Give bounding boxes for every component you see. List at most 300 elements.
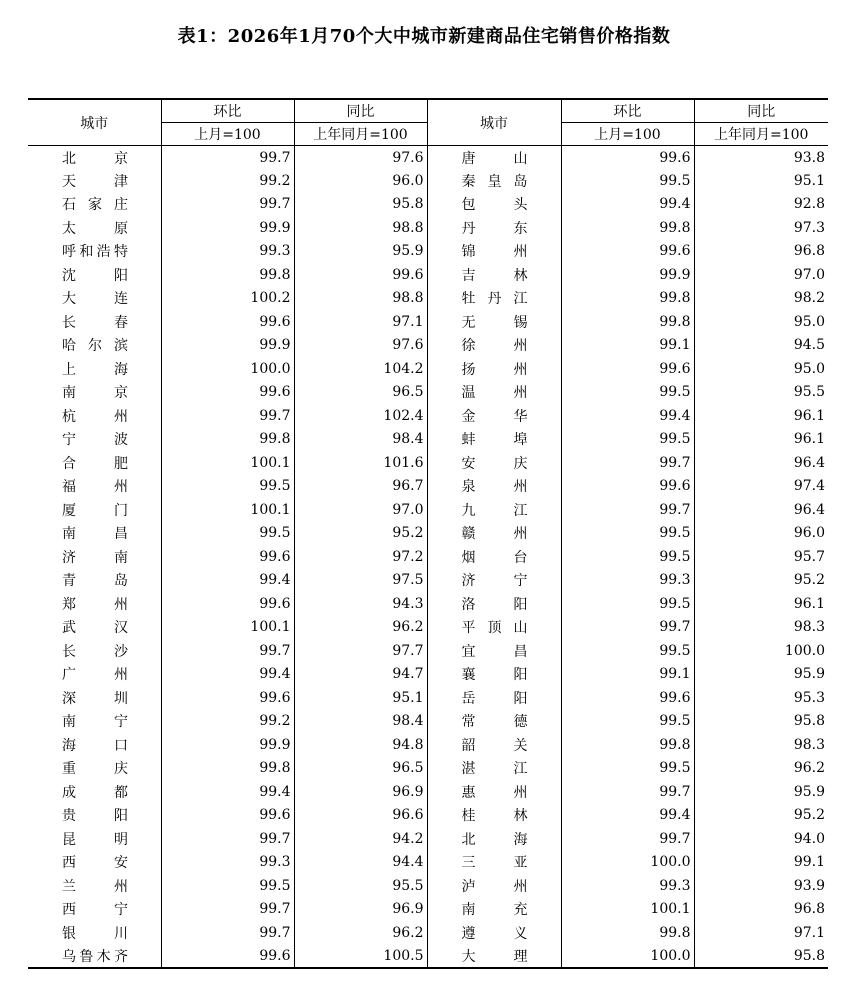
city-name-left: 长沙 <box>62 643 128 660</box>
city-name-right: 宜昌 <box>461 643 528 660</box>
city-name-left: 宁波 <box>62 432 128 449</box>
city-name-left: 成都 <box>62 784 128 801</box>
yoy-value-right: 95.1 <box>793 172 825 189</box>
city-name-right: 泸州 <box>461 878 528 895</box>
table-row <box>28 498 828 522</box>
yoy-value-left: 96.2 <box>294 921 427 945</box>
table-row <box>28 146 828 170</box>
city-name-right: 吉林 <box>461 267 528 284</box>
city-name-left: 天津 <box>62 173 128 190</box>
mom-value-left: 99.4 <box>161 569 294 593</box>
mom-value-left: 99.8 <box>161 757 294 781</box>
table-row <box>28 475 828 499</box>
city-name-right: 惠州 <box>461 784 528 801</box>
yoy-value-right: 95.9 <box>793 783 825 800</box>
table-body <box>28 146 828 969</box>
table-row <box>28 428 828 452</box>
city-name-right-cell <box>427 193 561 217</box>
yoy-value-right: 98.3 <box>793 736 825 753</box>
table-row <box>28 639 828 663</box>
city-name-left-cell <box>28 757 161 781</box>
yoy-value-left: 98.4 <box>294 428 427 452</box>
city-name-left-cell <box>28 710 161 734</box>
mom-value-left: 99.7 <box>161 639 294 663</box>
mom-header-left: 环比 <box>161 99 294 123</box>
city-name-left-cell <box>28 169 161 193</box>
city-name-right-cell <box>427 616 561 640</box>
mom-value-left: 100.1 <box>161 451 294 475</box>
mom-value-left: 99.4 <box>161 780 294 804</box>
city-name-left-cell <box>28 451 161 475</box>
city-name-right-cell <box>427 757 561 781</box>
mom-value-right: 99.6 <box>561 475 694 499</box>
mom-value-right: 99.5 <box>561 757 694 781</box>
table-row <box>28 404 828 428</box>
city-name-right-cell <box>427 851 561 875</box>
mom-value-left: 99.3 <box>161 851 294 875</box>
city-name-right-cell <box>427 404 561 428</box>
city-name-right-cell <box>427 498 561 522</box>
mom-value-left: 99.6 <box>161 592 294 616</box>
yoy-value-right: 96.4 <box>793 501 825 518</box>
mom-value-right: 99.3 <box>561 874 694 898</box>
yoy-value-right: 96.1 <box>793 431 825 448</box>
yoy-value-right: 96.8 <box>793 901 825 918</box>
city-name-right-cell <box>427 663 561 687</box>
table-row <box>28 780 828 804</box>
city-name-left: 太原 <box>62 220 128 237</box>
mom-value-left: 99.9 <box>161 216 294 240</box>
city-name-right: 九江 <box>461 502 528 519</box>
table-row <box>28 898 828 922</box>
city-name-left-cell <box>28 592 161 616</box>
city-name-left: 海口 <box>62 737 128 754</box>
mom-value-right: 99.7 <box>561 451 694 475</box>
city-name-right: 烟台 <box>461 549 528 566</box>
mom-value-left: 99.2 <box>161 710 294 734</box>
city-name-right-cell <box>427 216 561 240</box>
city-name-right-cell <box>427 522 561 546</box>
table-row <box>28 334 828 358</box>
yoy-value-left: 94.7 <box>294 663 427 687</box>
city-name-left: 呼和浩特 <box>62 244 128 261</box>
yoy-value-left: 96.0 <box>294 169 427 193</box>
city-name-right: 温州 <box>461 385 528 402</box>
table-row <box>28 921 828 945</box>
yoy-value-left: 100.5 <box>294 945 427 969</box>
city-name-right-cell <box>427 827 561 851</box>
city-name-left-cell <box>28 193 161 217</box>
city-name-left-cell <box>28 874 161 898</box>
mom-value-left: 100.2 <box>161 287 294 311</box>
yoy-header-left: 同比 <box>294 99 427 123</box>
mom-value-right: 99.3 <box>561 569 694 593</box>
mom-value-left: 99.8 <box>161 263 294 287</box>
city-name-right-cell <box>427 686 561 710</box>
city-name-left-cell <box>28 733 161 757</box>
mom-value-left: 99.7 <box>161 898 294 922</box>
city-name-left-cell <box>28 827 161 851</box>
yoy-value-left: 95.1 <box>294 686 427 710</box>
yoy-value-right: 95.7 <box>793 548 825 565</box>
city-name-right-cell <box>427 569 561 593</box>
city-name-right-cell <box>427 945 561 969</box>
table-row <box>28 804 828 828</box>
yoy-value-right: 95.2 <box>793 807 825 824</box>
table-row <box>28 287 828 311</box>
yoy-value-right: 97.1 <box>793 924 825 941</box>
yoy-value-right: 96.0 <box>793 525 825 542</box>
city-name-left-cell <box>28 240 161 264</box>
city-name-right: 赣州 <box>461 526 528 543</box>
city-name-left: 青岛 <box>62 573 128 590</box>
city-name-left: 厦门 <box>62 502 128 519</box>
city-name-left-cell <box>28 686 161 710</box>
city-name-right: 大理 <box>461 948 528 965</box>
city-name-right-cell <box>427 639 561 663</box>
header-row <box>28 99 828 123</box>
city-name-left: 上海 <box>62 361 128 378</box>
city-name-right-cell <box>427 451 561 475</box>
table-row <box>28 827 828 851</box>
yoy-value-left: 97.1 <box>294 310 427 334</box>
mom-value-right: 99.6 <box>561 357 694 381</box>
mom-value-left: 99.5 <box>161 522 294 546</box>
mom-value-left: 99.6 <box>161 545 294 569</box>
mom-value-right: 99.6 <box>561 240 694 264</box>
mom-value-left: 99.6 <box>161 686 294 710</box>
yoy-value-left: 98.4 <box>294 710 427 734</box>
city-name-left: 南宁 <box>62 714 128 731</box>
city-name-right-cell <box>427 874 561 898</box>
city-name-right: 金华 <box>461 408 528 425</box>
table-row <box>28 357 828 381</box>
mom-value-left: 99.2 <box>161 169 294 193</box>
mom-value-right: 99.7 <box>561 498 694 522</box>
yoy-value-right: 96.4 <box>793 454 825 471</box>
mom-value-right: 99.5 <box>561 710 694 734</box>
city-name-right: 锦州 <box>461 244 528 261</box>
city-name-right: 无锡 <box>461 314 528 331</box>
mom-value-left: 99.9 <box>161 733 294 757</box>
yoy-value-left: 95.9 <box>294 240 427 264</box>
yoy-value-left: 96.9 <box>294 898 427 922</box>
yoy-value-left: 97.6 <box>294 334 427 358</box>
city-name-left-cell <box>28 263 161 287</box>
mom-value-right: 99.6 <box>561 686 694 710</box>
city-name-left: 济南 <box>62 549 128 566</box>
city-name-right-cell <box>427 263 561 287</box>
mom-header-right: 环比 <box>561 99 694 123</box>
table-row <box>28 381 828 405</box>
mom-value-right: 99.5 <box>561 169 694 193</box>
city-name-right-cell <box>427 381 561 405</box>
table-row <box>28 193 828 217</box>
yoy-value-left: 98.8 <box>294 216 427 240</box>
price-index-table <box>28 98 828 969</box>
table-row <box>28 451 828 475</box>
mom-value-right: 99.5 <box>561 639 694 663</box>
mom-value-right: 99.4 <box>561 404 694 428</box>
city-name-left: 银川 <box>62 925 128 942</box>
yoy-base-left: 上年同月=100 <box>294 123 427 146</box>
mom-value-right: 100.1 <box>561 898 694 922</box>
mom-value-right: 100.0 <box>561 851 694 875</box>
yoy-value-left: 94.2 <box>294 827 427 851</box>
city-name-left: 杭州 <box>62 408 128 425</box>
city-name-left-cell <box>28 404 161 428</box>
city-name-right: 三亚 <box>461 855 528 872</box>
city-name-left-cell <box>28 804 161 828</box>
city-name-left: 武汉 <box>62 620 128 637</box>
mom-value-left: 99.7 <box>161 146 294 170</box>
city-name-right-cell <box>427 898 561 922</box>
table-row <box>28 569 828 593</box>
city-name-left: 合肥 <box>62 455 128 472</box>
mom-value-left: 100.1 <box>161 498 294 522</box>
table-row <box>28 169 828 193</box>
table-row <box>28 240 828 264</box>
city-name-left-cell <box>28 569 161 593</box>
page-title: 表1：2026年1月70个大中城市新建商品住宅销售价格指数 <box>177 26 671 47</box>
city-name-right-cell <box>427 921 561 945</box>
city-name-left-cell <box>28 287 161 311</box>
city-name-left: 深圳 <box>62 690 128 707</box>
mom-base-right: 上月=100 <box>561 123 694 146</box>
city-name-right: 牡丹江 <box>461 291 528 308</box>
yoy-value-right: 96.1 <box>793 407 825 424</box>
city-name-left: 广州 <box>62 667 128 684</box>
city-name-right-cell <box>427 710 561 734</box>
city-name-left: 昆明 <box>62 831 128 848</box>
mom-value-right: 99.5 <box>561 522 694 546</box>
yoy-value-left: 97.0 <box>294 498 427 522</box>
table-row <box>28 757 828 781</box>
yoy-value-right: 94.0 <box>793 830 825 847</box>
table-row <box>28 310 828 334</box>
mom-value-left: 99.6 <box>161 310 294 334</box>
yoy-value-right: 96.2 <box>793 760 825 777</box>
city-name-right-cell <box>427 240 561 264</box>
yoy-value-right: 94.5 <box>793 337 825 354</box>
city-name-left-cell <box>28 146 161 170</box>
city-name-right-cell <box>427 592 561 616</box>
city-name-left: 乌鲁木齐 <box>62 948 128 965</box>
city-name-right: 遵义 <box>461 925 528 942</box>
city-name-left: 石家庄 <box>62 197 128 214</box>
mom-value-right: 99.6 <box>561 146 694 170</box>
city-name-right-cell <box>427 804 561 828</box>
mom-value-right: 100.0 <box>561 945 694 969</box>
yoy-value-left: 104.2 <box>294 357 427 381</box>
city-name-left-cell <box>28 357 161 381</box>
yoy-base-right: 上年同月=100 <box>694 123 828 146</box>
city-name-right-cell <box>427 287 561 311</box>
city-name-right-cell <box>427 428 561 452</box>
city-name-right-cell <box>427 357 561 381</box>
city-name-right: 岳阳 <box>461 690 528 707</box>
yoy-value-right: 96.1 <box>793 595 825 612</box>
yoy-value-right: 99.1 <box>793 854 825 871</box>
table-row <box>28 592 828 616</box>
yoy-value-right: 95.8 <box>793 947 825 964</box>
mom-value-right: 99.7 <box>561 616 694 640</box>
yoy-value-right: 95.5 <box>793 384 825 401</box>
mom-value-left: 99.9 <box>161 334 294 358</box>
mom-value-left: 99.7 <box>161 827 294 851</box>
table-row <box>28 522 828 546</box>
mom-value-left: 99.7 <box>161 921 294 945</box>
mom-value-left: 99.8 <box>161 428 294 452</box>
city-name-left: 郑州 <box>62 596 128 613</box>
city-name-right-cell <box>427 545 561 569</box>
table-row <box>28 663 828 687</box>
city-name-right: 蚌埠 <box>461 432 528 449</box>
table-row <box>28 616 828 640</box>
yoy-value-left: 98.8 <box>294 287 427 311</box>
yoy-value-right: 93.9 <box>793 877 825 894</box>
yoy-value-right: 92.8 <box>793 196 825 213</box>
table-row <box>28 733 828 757</box>
yoy-value-right: 95.0 <box>793 313 825 330</box>
city-name-left-cell <box>28 945 161 969</box>
city-name-right: 桂林 <box>461 808 528 825</box>
city-name-right: 泉州 <box>461 479 528 496</box>
yoy-value-left: 96.5 <box>294 381 427 405</box>
city-name-right-cell <box>427 475 561 499</box>
mom-value-left: 99.3 <box>161 240 294 264</box>
city-name-left: 长春 <box>62 314 128 331</box>
mom-value-right: 99.4 <box>561 804 694 828</box>
city-name-left-cell <box>28 310 161 334</box>
mom-value-right: 99.9 <box>561 263 694 287</box>
city-name-right: 常德 <box>461 714 528 731</box>
yoy-value-right: 97.0 <box>793 266 825 283</box>
city-name-left-cell <box>28 898 161 922</box>
yoy-value-left: 96.5 <box>294 757 427 781</box>
yoy-value-left: 101.6 <box>294 451 427 475</box>
city-name-right: 徐州 <box>461 338 528 355</box>
mom-value-left: 99.5 <box>161 874 294 898</box>
yoy-value-left: 96.9 <box>294 780 427 804</box>
table-row <box>28 216 828 240</box>
yoy-header-right: 同比 <box>694 99 828 123</box>
mom-value-left: 99.5 <box>161 475 294 499</box>
city-name-left-cell <box>28 616 161 640</box>
yoy-value-left: 96.6 <box>294 804 427 828</box>
mom-value-right: 99.8 <box>561 310 694 334</box>
city-header-left: 城市 <box>28 99 161 146</box>
mom-value-right: 99.5 <box>561 592 694 616</box>
city-name-left: 北京 <box>62 150 128 167</box>
city-name-right: 洛阳 <box>461 596 528 613</box>
yoy-value-left: 99.6 <box>294 263 427 287</box>
city-name-left-cell <box>28 780 161 804</box>
table-row <box>28 851 828 875</box>
city-name-right: 济宁 <box>461 573 528 590</box>
mom-value-right: 99.8 <box>561 287 694 311</box>
city-name-right-cell <box>427 733 561 757</box>
yoy-value-left: 97.6 <box>294 146 427 170</box>
yoy-value-right: 98.3 <box>793 619 825 636</box>
yoy-value-left: 97.2 <box>294 545 427 569</box>
city-name-right-cell <box>427 334 561 358</box>
yoy-value-right: 93.8 <box>793 149 825 166</box>
mom-value-left: 99.6 <box>161 945 294 969</box>
mom-base-left: 上月=100 <box>161 123 294 146</box>
city-name-left: 哈尔滨 <box>62 338 128 355</box>
table-row <box>28 545 828 569</box>
yoy-value-left: 94.8 <box>294 733 427 757</box>
city-name-right: 韶关 <box>461 737 528 754</box>
yoy-value-left: 96.7 <box>294 475 427 499</box>
city-name-left: 福州 <box>62 479 128 496</box>
city-name-left: 西宁 <box>62 902 128 919</box>
yoy-value-left: 102.4 <box>294 404 427 428</box>
yoy-value-right: 96.8 <box>793 243 825 260</box>
city-name-right: 安庆 <box>461 455 528 472</box>
mom-value-left: 99.6 <box>161 381 294 405</box>
city-name-left-cell <box>28 851 161 875</box>
yoy-value-left: 94.3 <box>294 592 427 616</box>
city-name-right: 秦皇岛 <box>461 173 528 190</box>
yoy-value-right: 97.3 <box>793 219 825 236</box>
city-name-left: 南京 <box>62 385 128 402</box>
table-row <box>28 945 828 969</box>
table-row <box>28 686 828 710</box>
city-name-left-cell <box>28 334 161 358</box>
yoy-value-right: 95.0 <box>793 360 825 377</box>
city-name-left-cell <box>28 428 161 452</box>
city-name-right-cell <box>427 169 561 193</box>
yoy-value-right: 95.2 <box>793 572 825 589</box>
city-name-left-cell <box>28 522 161 546</box>
city-name-left: 大连 <box>62 291 128 308</box>
city-name-left-cell <box>28 639 161 663</box>
city-name-left-cell <box>28 216 161 240</box>
city-name-left: 兰州 <box>62 878 128 895</box>
city-name-left-cell <box>28 475 161 499</box>
city-name-left-cell <box>28 663 161 687</box>
city-name-right: 平顶山 <box>461 620 528 637</box>
table-row <box>28 263 828 287</box>
yoy-value-right: 97.4 <box>793 478 825 495</box>
city-header-right: 城市 <box>427 99 561 146</box>
mom-value-right: 99.7 <box>561 780 694 804</box>
yoy-value-left: 97.5 <box>294 569 427 593</box>
city-name-right: 包头 <box>461 197 528 214</box>
city-name-right: 扬州 <box>461 361 528 378</box>
city-name-left-cell <box>28 498 161 522</box>
mom-value-right: 99.8 <box>561 733 694 757</box>
mom-value-left: 99.7 <box>161 193 294 217</box>
city-name-left: 重庆 <box>62 761 128 778</box>
city-name-left: 沈阳 <box>62 267 128 284</box>
yoy-value-left: 95.5 <box>294 874 427 898</box>
mom-value-right: 99.5 <box>561 428 694 452</box>
city-name-right: 丹东 <box>461 220 528 237</box>
yoy-value-left: 94.4 <box>294 851 427 875</box>
yoy-value-right: 95.9 <box>793 666 825 683</box>
city-name-right: 北海 <box>461 831 528 848</box>
city-name-right: 襄阳 <box>461 667 528 684</box>
city-name-right-cell <box>427 310 561 334</box>
city-name-left: 西安 <box>62 855 128 872</box>
city-name-left: 南昌 <box>62 526 128 543</box>
mom-value-left: 99.4 <box>161 663 294 687</box>
city-name-right-cell <box>427 146 561 170</box>
city-name-right: 唐山 <box>461 150 528 167</box>
